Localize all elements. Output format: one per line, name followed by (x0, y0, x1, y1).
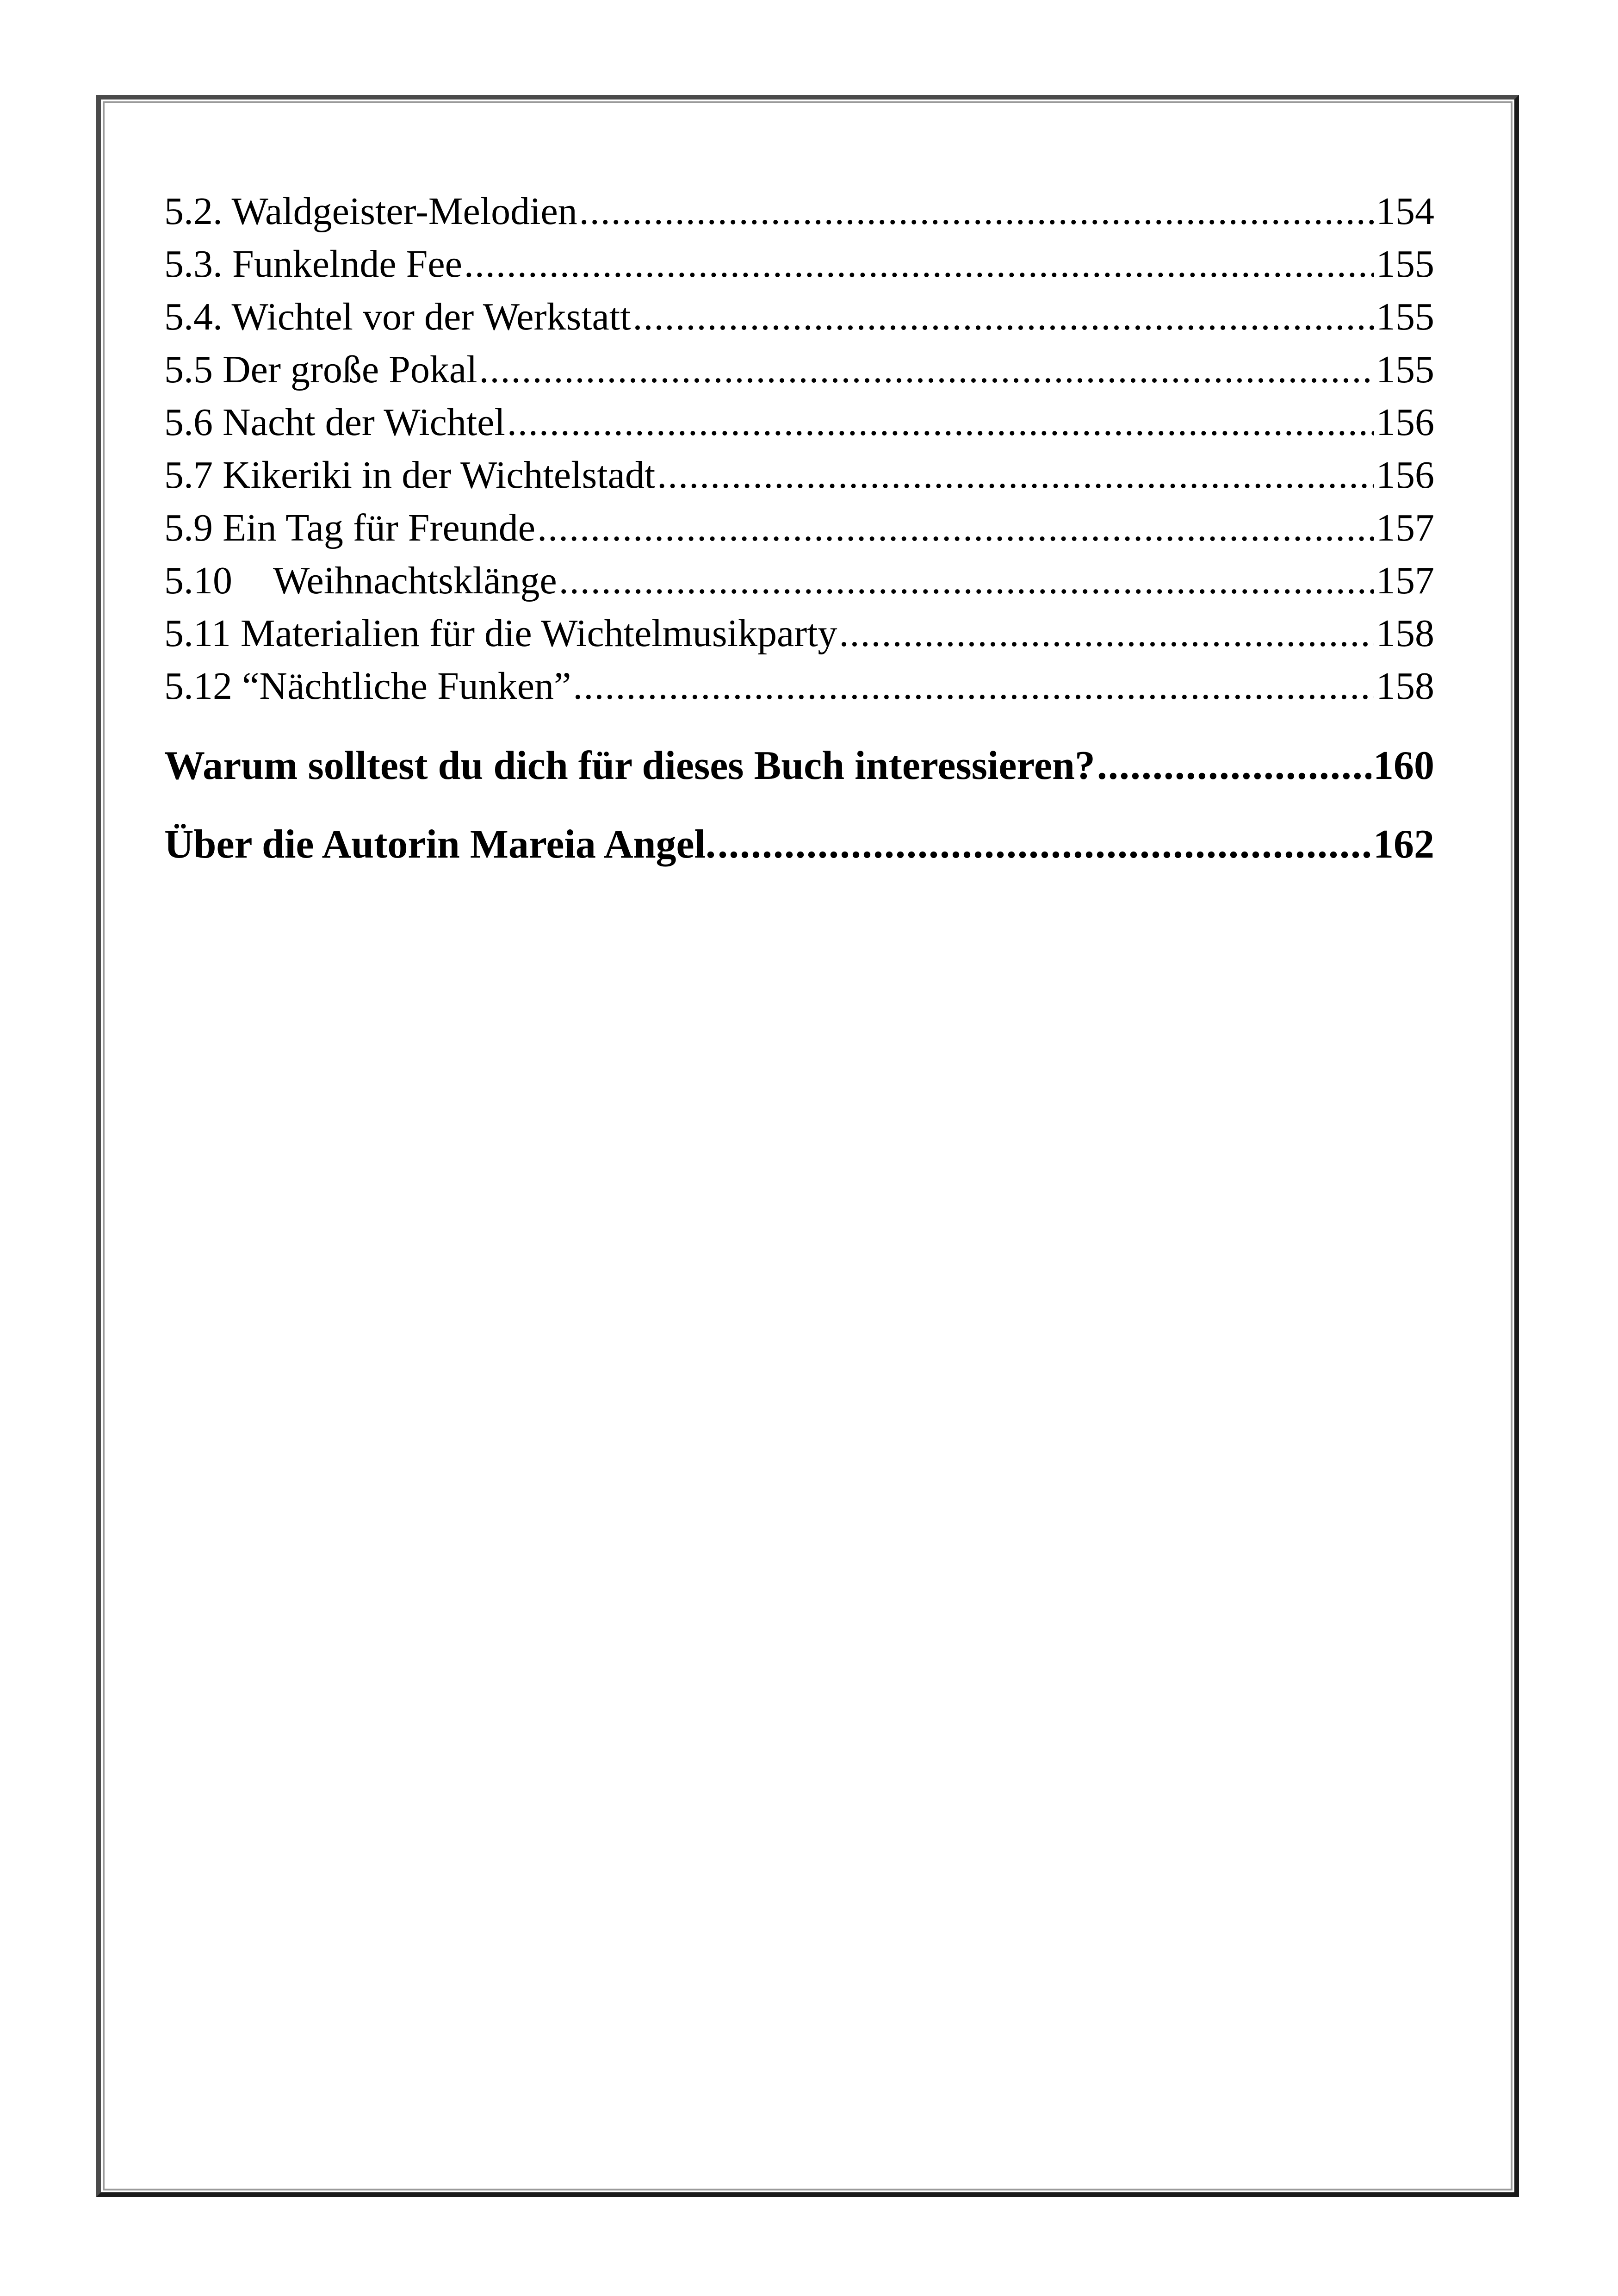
toc-major-entry-page: 162 (1373, 822, 1434, 867)
toc-entry-title: Wichtel vor der Werkstatt (231, 295, 631, 338)
toc-leader-dots (579, 185, 1374, 238)
toc-entry-page: 157 (1376, 559, 1434, 602)
toc-entry[interactable] (164, 502, 1434, 554)
toc-leader-dots (559, 554, 1374, 607)
toc-entry-number: 5.6 (164, 401, 213, 444)
toc-entry-title: Funkelnde Fee (232, 243, 462, 286)
toc-entry[interactable] (164, 343, 1434, 396)
toc-leader-dots (537, 502, 1374, 554)
toc-entry-number: 5.3. (164, 243, 223, 286)
toc-entry-title: “Nächtliche Funken” (242, 665, 571, 708)
toc-major-entry-title: Über die Autorin Mareia Angel. (164, 822, 716, 867)
toc-leader-dots (464, 238, 1374, 291)
toc-leader-dots (507, 396, 1374, 449)
toc-entry-number: 5.2. (164, 190, 223, 233)
toc-entry[interactable] (164, 291, 1434, 343)
toc-entry-title: Waldgeister-Melodien (231, 190, 577, 233)
toc-entry-number: 5.12 (164, 665, 232, 708)
toc-entry[interactable] (164, 238, 1434, 291)
toc-entry[interactable] (164, 185, 1434, 238)
toc-entry-number: 5.5 (164, 348, 213, 391)
toc-entry-page: 156 (1376, 454, 1434, 497)
toc-entry-title: Kikeriki in der Wichtelstadt (223, 454, 656, 497)
toc-entry-page: 158 (1376, 665, 1434, 708)
toc-entry-page: 158 (1376, 612, 1434, 655)
toc-entry[interactable] (164, 396, 1434, 449)
toc-entry-page: 154 (1376, 190, 1434, 233)
toc-entry-title: Nacht der Wichtel (223, 401, 505, 444)
toc-entry-number: 5.4. (164, 295, 223, 338)
toc-leader-dots (573, 660, 1374, 713)
toc-entry[interactable] (164, 449, 1434, 502)
toc-entry-title: Materialien für die Wichtelmusikparty (240, 612, 837, 655)
table-of-contents (164, 185, 1434, 884)
toc-entry-number: 5.9 (164, 506, 213, 549)
toc-entry-number: 5.7 (164, 454, 213, 497)
toc-major-entry-title: Warum solltest du dich für dieses Buch interessieren? (164, 743, 1095, 788)
toc-leader-dots (479, 343, 1374, 396)
toc-entry-page: 157 (1376, 506, 1434, 549)
toc-leader-dots (633, 291, 1375, 343)
toc-leader-dots (657, 449, 1374, 502)
toc-major-entry[interactable] (164, 805, 1434, 884)
toc-entry-number: 5.11 (164, 612, 231, 655)
toc-leader-dots (718, 805, 1371, 884)
toc-entry-title: Der große Pokal (223, 348, 477, 391)
toc-entry-page: 155 (1376, 243, 1434, 286)
toc-entry-number: 5.10 (164, 559, 232, 602)
toc-entry-title: Ein Tag für Freunde (223, 506, 536, 549)
toc-major-entry-page: 160 (1373, 743, 1434, 788)
toc-entry[interactable] (164, 660, 1434, 713)
toc-leader-dots (1097, 727, 1371, 805)
toc-entry-page: 155 (1376, 295, 1434, 338)
toc-major-entry[interactable] (164, 727, 1434, 805)
toc-entry[interactable] (164, 607, 1434, 660)
toc-entry[interactable] (164, 554, 1434, 607)
toc-entry-title: Weihnachtsklänge (273, 559, 557, 602)
toc-leader-dots (839, 607, 1374, 660)
toc-entry-page: 155 (1376, 348, 1434, 391)
toc-entry-page: 156 (1376, 401, 1434, 444)
